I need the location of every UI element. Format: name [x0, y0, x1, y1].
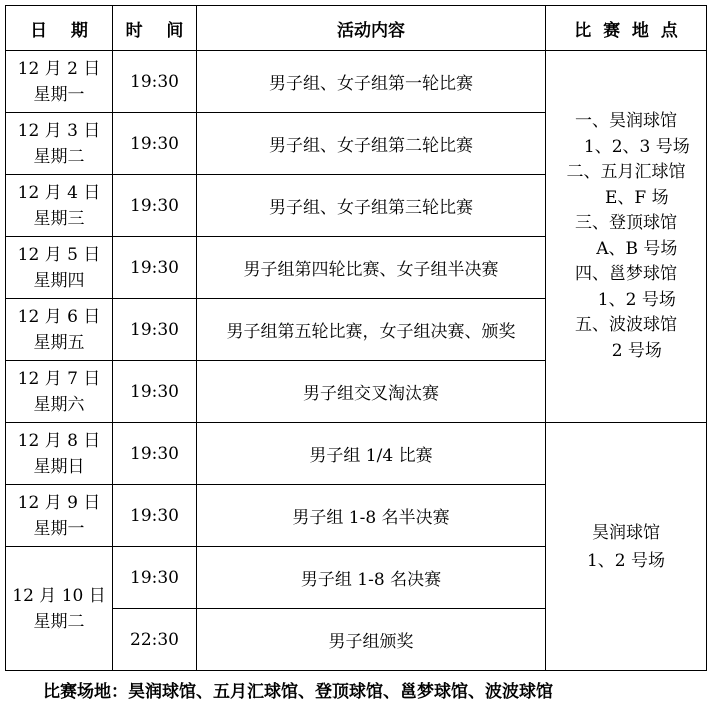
date-cell	[6, 485, 113, 547]
time-cell: 19:30	[113, 113, 197, 175]
date-text: 12 月 6 日	[17, 306, 101, 327]
header-content: 活动内容	[197, 6, 546, 51]
time-cell: 19:30	[113, 175, 197, 237]
content-cell: 男子组 1-8 名半决赛	[197, 485, 546, 547]
venue-line: A、B 号场	[574, 238, 678, 259]
time-cell: 19:30	[113, 547, 197, 609]
schedule-table	[5, 5, 707, 671]
venue-footer-note: 比赛场地：昊润球馆、五月汇球馆、登顶球馆、邕梦球馆、波波球馆	[43, 682, 553, 702]
time-cell: 19:30	[113, 237, 197, 299]
date-cell	[6, 237, 113, 299]
content-cell: 男子组、女子组第一轮比赛	[197, 51, 546, 113]
weekday-text: 星期二	[33, 611, 85, 632]
date-cell	[6, 175, 113, 237]
venue-line: 五、波波球馆	[575, 315, 677, 335]
header-venue: 比 赛 地 点	[546, 6, 707, 51]
date-cell	[6, 423, 113, 485]
venue-name: 昊润球馆	[592, 522, 660, 543]
venue-courts: 1、2 号场	[586, 550, 666, 571]
venue-line: E、F 场	[583, 187, 669, 208]
header-row	[6, 6, 707, 51]
content-cell: 男子组颁奖	[197, 609, 546, 671]
content-cell: 男子组第四轮比赛、女子组半决赛	[197, 237, 546, 299]
date-text: 12 月 5 日	[17, 244, 101, 265]
header-date: 日 期	[6, 6, 113, 51]
venue-cell-group-2	[546, 423, 707, 671]
header-time: 时 间	[113, 6, 197, 51]
content-cell: 男子组、女子组第二轮比赛	[197, 113, 546, 175]
table-row	[6, 423, 707, 485]
venue-line: 1、2、3 号场	[562, 136, 690, 157]
venue-line: 1、2 号场	[576, 289, 676, 310]
time-cell: 19:30	[113, 51, 197, 113]
weekday-text: 星期一	[33, 84, 85, 105]
date-text: 12 月 4 日	[17, 182, 101, 203]
content-cell: 男子组、女子组第三轮比赛	[197, 175, 546, 237]
content-cell: 男子组交叉淘汰赛	[197, 361, 546, 423]
weekday-text: 星期三	[33, 208, 85, 229]
date-cell	[6, 51, 113, 113]
date-cell	[6, 547, 113, 671]
table-row	[6, 51, 707, 113]
date-text: 12 月 7 日	[17, 368, 101, 389]
date-cell	[6, 299, 113, 361]
content-cell: 男子组 1/4 比赛	[197, 423, 546, 485]
date-text: 12 月 9 日	[17, 492, 101, 513]
date-text: 12 月 8 日	[17, 430, 101, 451]
content-cell: 男子组第五轮比赛，女子组决赛、颁奖	[197, 299, 546, 361]
date-cell	[6, 113, 113, 175]
venue-line: 一、昊润球馆	[575, 111, 677, 131]
date-cell	[6, 361, 113, 423]
date-text: 12 月 10 日	[12, 585, 106, 606]
time-cell: 19:30	[113, 485, 197, 547]
time-cell: 19:30	[113, 361, 197, 423]
venue-line: 2 号场	[590, 340, 662, 361]
weekday-text: 星期五	[33, 332, 85, 353]
date-text: 12 月 2 日	[17, 58, 101, 79]
venue-line: 四、邕梦球馆	[575, 264, 677, 284]
date-text: 12 月 3 日	[17, 120, 101, 141]
weekday-text: 星期四	[33, 270, 85, 291]
venue-line: 三、登顶球馆	[575, 213, 677, 233]
weekday-text: 星期日	[33, 456, 85, 477]
weekday-text: 星期二	[33, 146, 85, 167]
weekday-text: 星期一	[33, 518, 85, 539]
venue-line: 二、五月汇球馆	[566, 162, 686, 182]
time-cell: 22:30	[113, 609, 197, 671]
time-cell: 19:30	[113, 299, 197, 361]
content-cell: 男子组 1-8 名决赛	[197, 547, 546, 609]
time-cell: 19:30	[113, 423, 197, 485]
venue-cell-group-1	[546, 51, 707, 423]
weekday-text: 星期六	[33, 394, 85, 415]
